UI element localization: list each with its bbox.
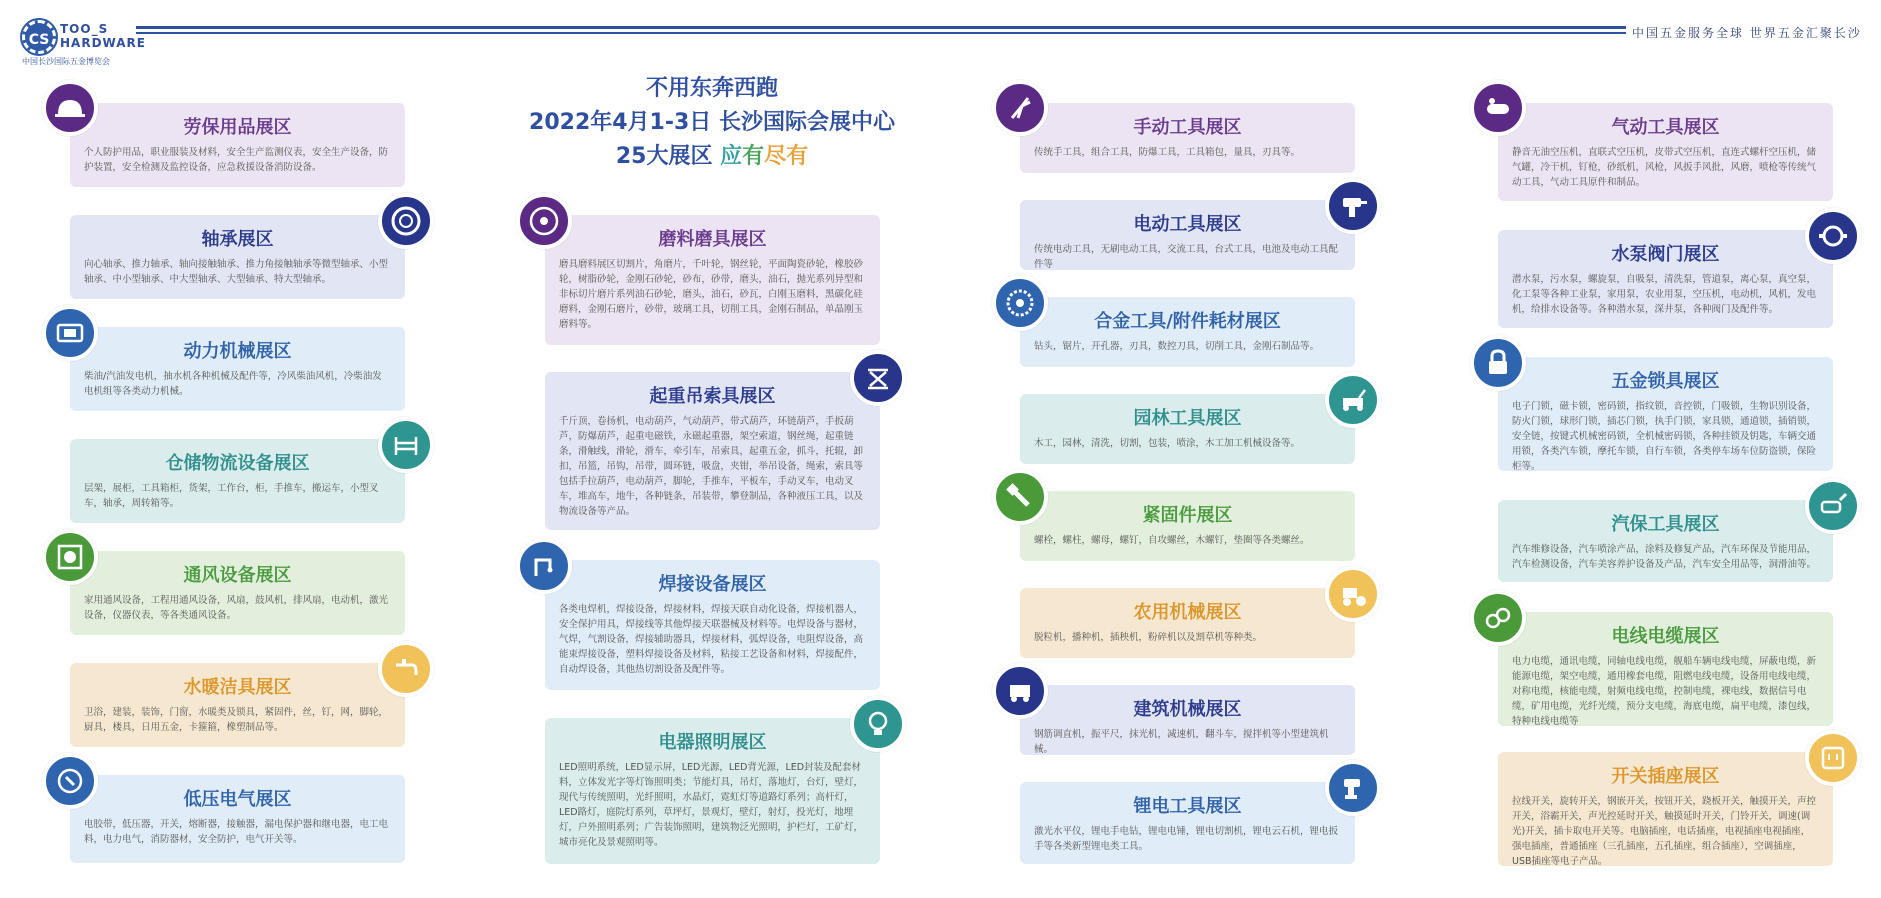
zone-card-labor-protection (70, 103, 405, 187)
saw-blade-icon (992, 275, 1048, 331)
headline-line3 (512, 140, 912, 174)
zone-desc: 拉线开关，旋转开关，钢嵌开关，按钮开关，跷板开关，触摸开关，声控开关，浴霸开关，声光控延时开关，触摸延时开关，门铃开关，调速(调光)开关，插卡取电开关等。电脑插座，电话插座，电视插座电视插座，强电插座，普通插座（三孔插座，五孔插座，组合插座），空调插座，USB插座等电子产品。 (1512, 796, 1817, 867)
zone-title: 气动工具展区 (1611, 117, 1720, 138)
header-slogan: 中国五金服务全球 世界五金汇聚长沙 (1632, 26, 1862, 40)
car-wrench-icon (1805, 478, 1861, 534)
zone-desc: 千斤顶，卷扬机，电动葫芦，气动葫芦，带式葫芦，环链葫芦，手扳葫芦，防爆葫芦，起重电磁铁，永磁起重器，架空索道，钢丝绳，起重链条，滑触线，滑轮，滑车，牵引车，吊索具，起重五金，抓斗，托辊，卸扣，吊篮，吊钩，吊带，圆环链，吸盘，夹钳，举吊设备，绳索，索具等包括手拉葫芦，电动葫芦，脚轮，手推车，平板车，手动叉车，电动叉车，堆高车，地牛，各种链条，吊装带，攀登制品，各种液压工具，以及物流设备等产品。 (559, 416, 864, 517)
tractor-icon (1325, 566, 1381, 622)
zone-desc: 卫浴，建装，装饰，门窗，水暖类及锁具，紧固件，丝，钉，网，脚轮，厨具，楼具，日用五金，卡箍箍，橡塑制品等。 (84, 707, 389, 733)
header-line-top (136, 26, 1626, 29)
zone-desc: LED照明系统，LED显示屏，LED光源，LED背光源，LED封装及配套材料，立体发光字等灯饰照明类；节能灯具，吊灯，落地灯，台灯，壁灯，现代与传统照明，光纤照明，水晶灯，霓虹灯等道路灯系列；高杆灯，LED路灯，庭院灯系列，草坪灯，景观灯，壁灯，射灯，投光灯，地埋灯，户外照明系列；广告装饰照明，建筑物泛光照明，护栏灯，工矿灯，城市亮化及景观照明等。 (559, 762, 864, 848)
faucet-icon (378, 641, 434, 697)
zone-desc: 激光水平仪，锂电手电钻，锂电电锤，锂电切割机，锂电云石机，锂电扳手等各类新型锂电类工具。 (1034, 826, 1339, 852)
zone-desc: 个人防护用品，职业服装及材料，安全生产监测仪表，安全生产设备，防护装置，安全检测及监控设备，应急救援设备消防设备。 (84, 147, 389, 173)
zone-title: 水泵阀门展区 (1611, 244, 1720, 265)
logo-text-hardware: HARDWARE (60, 36, 146, 50)
zone-desc: 钢筋调直机，振平尺，抹光机，减速机，翻斗车，搅拌机等小型建筑机械。 (1034, 729, 1329, 755)
headline-line2: 2022年4月1-3日 长沙国际会展中心 (529, 110, 895, 135)
zone-desc: 层架，展柜，工具箱柜，货架，工作台，柜，手推车，搬运车，小型叉车，轴承，周转箱等。 (84, 483, 379, 509)
cable-reel-icon (1470, 590, 1526, 646)
zone-card-fasteners (1020, 491, 1355, 561)
water-pump-icon (1805, 208, 1861, 264)
zone-title: 锂电工具展区 (1133, 796, 1242, 817)
zone-card-abrasives (545, 215, 880, 345)
zone-card-power-tools (1020, 200, 1355, 270)
padlock-icon (1470, 335, 1526, 391)
zone-card-switches-sockets (1498, 752, 1833, 866)
cordless-drill-icon (1325, 760, 1381, 816)
zone-card-lighting (545, 718, 880, 864)
zone-title: 电线电缆展区 (1611, 626, 1720, 647)
zone-card-locks (1498, 357, 1833, 471)
zone-desc: 钻头，锯片，开孔器，刃具，数控刀具，切削工具，金刚石制品等。 (1034, 341, 1320, 352)
headline-word-jin: 尽 (764, 144, 787, 169)
headline-line1: 不用东奔西跑 (645, 76, 778, 101)
zone-title: 通风设备展区 (183, 565, 292, 586)
zone-title: 起重吊索具展区 (649, 386, 776, 407)
zone-title: 建筑机械展区 (1133, 699, 1242, 720)
zone-title: 焊接设备展区 (658, 574, 767, 595)
zone-title: 磨料磨具展区 (658, 229, 767, 250)
zone-desc: 木工，园林，清洗，切割，包装，喷涂，木工加工机械设备等。 (1034, 438, 1301, 449)
air-compressor-icon (1470, 80, 1526, 136)
zone-card-garden-tools (1020, 394, 1355, 464)
zone-desc: 螺栓，螺柱，螺母，螺钉，自攻螺丝，木螺钉，垫圈等各类螺丝。 (1034, 535, 1310, 546)
zone-card-warehouse-logistics (70, 439, 405, 523)
drill-icon (1325, 178, 1381, 234)
headline-word-you1: 有 (742, 144, 765, 169)
welding-robot-icon (516, 538, 572, 594)
zone-card-construction-machinery (1020, 685, 1355, 755)
zone-title: 水暖洁具展区 (183, 677, 292, 698)
grinding-wheel-icon (516, 193, 572, 249)
zone-desc: 电子门锁，磁卡锁，密码锁，指纹锁，音控锁，门吸锁，生物识别设备，防火门锁，球形门锁，插芯门锁，执手门锁，家具锁，通道锁，插销锁，安全链，按键式机械密码锁，全机械密码锁，各种挂锁及钥匙，车辆交通用锁，各类汽车锁，摩托车锁，自行车锁，各类停车场车位防盗锁，保险柜等。 (1512, 401, 1817, 472)
bearing-icon (378, 193, 434, 249)
bolt-icon (992, 469, 1048, 525)
generator-icon (42, 305, 98, 361)
zone-desc: 传统手工具，组合工具，防爆工具，工具箱包，量具，刃具等。 (1034, 147, 1301, 158)
zone-title: 仓储物流设备展区 (165, 453, 310, 474)
fan-icon (42, 529, 98, 585)
zone-card-low-voltage (70, 775, 405, 863)
zone-desc: 静音无油空压机，直联式空压机，皮带式空压机，直连式螺杆空压机，储气罐，冷干机，钉枪，砂纸机，风枪，风扳手风批，风磨，喷枪等传统气动工具，气动工具原件和制品。 (1512, 147, 1817, 188)
zone-desc: 柴油/汽油发电机，抽水机各种机械及配件等，冷风柴油风机，冷柴油发电机组等各类动力机械。 (84, 371, 382, 397)
logo (22, 20, 146, 68)
zone-card-plumbing (70, 663, 405, 747)
zone-desc: 家用通风设备，工程用通风设备，风扇，鼓风机，排风扇，电动机，激光设备，仪器仪表，等各类通风设备。 (84, 595, 389, 621)
zone-desc: 潜水泵，污水泵，螺旋泵，自吸泵，清洗泵，管道泵，离心泵，真空泵，化工泵等各种工业泵，家用泵，农业用泵，空压机，电动机，风机，发电机，给排水设备等。各种潜水泵，深井泵，各种阀门及配件等。 (1512, 274, 1817, 315)
zone-card-hand-tools (1020, 103, 1355, 173)
helmet-icon (42, 80, 98, 136)
zone-desc: 磨具磨料展区切割片，角磨片，千叶轮，钢丝轮，平面陶瓷砂轮，橡胶砂轮，树脂砂轮，金刚石砂轮，砂布，砂带，磨头，油石，抛光系列异型和非标切片磨片系列油石砂轮，磨头，油石，砂瓦，白刚玉磨料，黑碳化硅磨料，金刚石磨片，砂带，玻璃工具，切削工具，金刚石制品，单晶刚玉磨料等。 (559, 259, 864, 330)
zone-desc: 汽车维修设备，汽车喷涂产品，涂料及修复产品，汽车环保及节能用品，汽车检测设备，汽车美容养护设备及产品，汽车安全用品等，洞滑油等。 (1512, 544, 1817, 570)
zone-title: 农用机械展区 (1133, 602, 1242, 623)
zone-card-alloy-tools (1020, 297, 1355, 367)
pliers-icon (992, 80, 1048, 136)
headline (512, 72, 912, 174)
socket-icon (1805, 730, 1861, 786)
zone-desc: 电胶带，低压器，开关，熔断器，接触器，漏电保护器和继电器，电工电料，电力电气，消防器材，安全防护，电气开关等。 (84, 819, 389, 845)
zone-title: 电器照明展区 (658, 732, 767, 753)
zone-title: 合金工具/附件耗材展区 (1094, 311, 1281, 332)
zone-desc: 各类电焊机，焊接设备，焊接材料，焊接天联自动化设备，焊接机器人，安全保护用具，焊接线等其他焊接天联器械及材料等。电焊设备与器材，气焊，气割设备，焊接辅助器具，焊接材料，弧焊设备，电阻焊设备，高能束焊接设备，塑料焊接设备及材料，粘接工艺设备和材料，焊接配件，自动焊设备，其他热切割设备及配件等。 (559, 604, 864, 675)
zone-title: 紧固件展区 (1142, 505, 1233, 526)
mixer-truck-icon (992, 663, 1048, 719)
header-line-bottom (136, 32, 1626, 34)
zone-card-power-machinery (70, 327, 405, 411)
zone-card-pumps-valves (1498, 230, 1833, 328)
logo-mark: CS (22, 20, 56, 54)
warehouse-icon (378, 417, 434, 473)
zone-desc: 脱粒机，播种机，插秧机，粉碎机以及割草机等种类。 (1034, 632, 1263, 643)
zone-title: 五金锁具展区 (1611, 371, 1720, 392)
zone-card-auto-maintenance (1498, 500, 1833, 582)
logo-subtitle: 中国长沙国际五金博览会 (22, 57, 110, 66)
light-bulb-icon (850, 696, 906, 752)
zone-title: 汽保工具展区 (1611, 514, 1720, 535)
headline-word-you2: 有 (786, 144, 809, 169)
zone-desc: 传统电动工具，无刷电动工具，交流工具，台式工具，电池及电动工具配件等 (1034, 244, 1339, 270)
zone-title: 低压电气展区 (183, 789, 292, 810)
zone-title: 劳保用品展区 (183, 117, 292, 138)
plug-icon (42, 753, 98, 809)
zone-title: 开关插座展区 (1611, 766, 1720, 787)
zone-card-welding (545, 560, 880, 690)
zone-card-agricultural-machinery (1020, 588, 1355, 658)
zone-title: 手动工具展区 (1133, 117, 1242, 138)
lawn-mower-icon (1325, 372, 1381, 428)
zone-title: 动力机械展区 (183, 341, 292, 362)
zone-title: 园林工具展区 (1133, 408, 1242, 429)
zone-desc: 向心轴承、推力轴承、轴向接触轴承、推力角接触轴承等微型轴承、小型轴承、中小型轴承、中大型轴承、大型轴承、特大型轴承。 (84, 259, 389, 285)
lift-table-icon (850, 350, 906, 406)
zone-card-lithium-tools (1020, 782, 1355, 864)
logo-text-tools: TOO_S (60, 22, 109, 36)
zone-card-pneumatic-tools (1498, 103, 1833, 201)
zone-title: 电动工具展区 (1133, 214, 1242, 235)
headline-word-ying: 应 (720, 144, 743, 169)
zone-title: 轴承展区 (201, 229, 274, 250)
zone-card-wires-cables (1498, 612, 1833, 726)
zone-card-ventilation (70, 551, 405, 635)
zone-card-bearing (70, 215, 405, 299)
zone-desc: 电力电缆，通讯电缆，同轴电线电缆，舰船车辆电线电缆，屏蔽电缆，新能源电缆，架空电缆，通用橡套电缆，阻燃电线电缆，设备用电线电缆，对称电缆，核能电缆，射频电线电缆，控制电缆，裸电线，数据信号电缆，矿用电缆，光纤光缆，预分支电缆，海底电缆，扁平电缆，漆包线，特种电线电缆等 (1512, 656, 1817, 727)
headline-line3-prefix: 25大展区 (615, 144, 721, 169)
zone-card-lifting-rigging (545, 372, 880, 530)
